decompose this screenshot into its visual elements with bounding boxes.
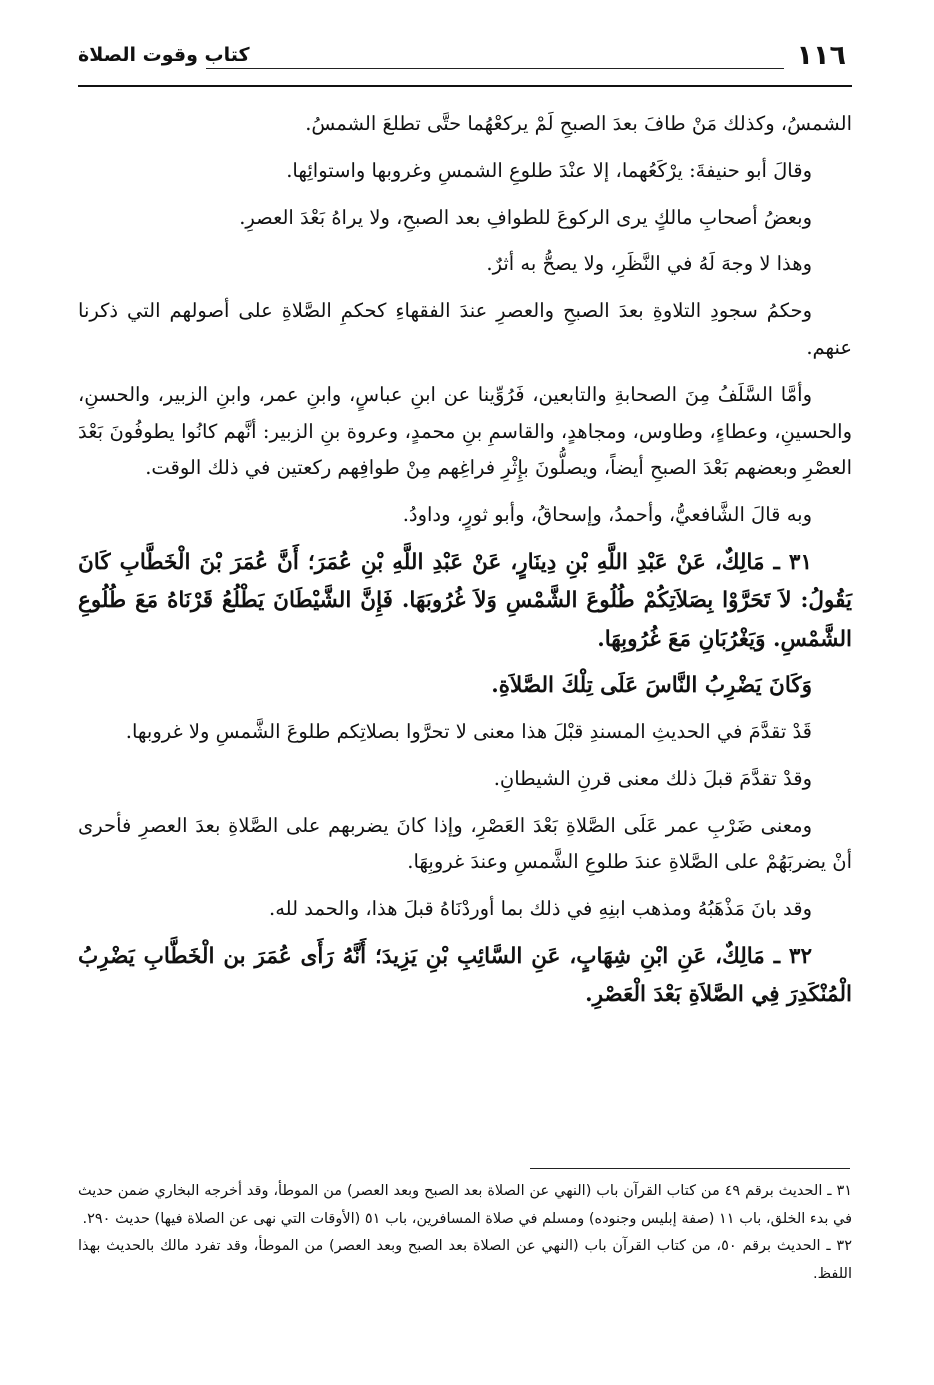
paragraph: وأمَّا السَّلَفُ مِنَ الصحابةِ والتابعين، فَرُوِّينا عن ابنِ عباسٍ، وابنِ عمر، وابنِ الزبير، والحسنِ، والحسينِ، وعطاءٍ، وطاوس، ومجاهدٍ، والقاسمِ بنِ محمدٍ، وعروة بنِ الزبير: أنَّهم كانُوا يطوفُونَ بَعْدَ العصْرِ وبعضهم بَعْدَ الصبحِ أيضاً، ويصلُّونَ بإِثْرِ فراغِهم مِنْ طوافِهم ركعتين في ذلك الوقت. xyxy=(78,382,852,480)
header-rule xyxy=(78,85,852,87)
page-header xyxy=(78,38,852,82)
paragraph: وقالَ أبو حنيفةَ: يرْكَعُهما، إلا عنْدَ طلوعِ الشمسِ وغروبها واستوائِها. xyxy=(286,158,812,182)
running-title: كتاب وقوت الصلاة xyxy=(78,44,250,66)
paragraph: وحكمُ سجودِ التلاوةِ بعدَ الصبحِ والعصرِ عندَ الفقهاءِ كحكمِ الصَّلاةِ على أصولهم التي ذكرنا عنهم. xyxy=(78,299,852,359)
paragraph: الشمسُ، وكذلك مَنْ طافَ بعدَ الصبحِ لَمْ يركعْهُما حتَّى تطلعَ الشمسُ. xyxy=(305,112,852,135)
hadith-continuation: وَكَانَ يَضْرِبُ النَّاسَ عَلَى تِلْكَ الصَّلاَةِ. xyxy=(491,673,812,699)
hadith-32: ٣٢ ـ مَالِكٌ، عَنِ ابْنِ شِهَابٍ، عَنِ السَّائِبِ بْنِ يَزِيدَ؛ أَنَّهُ رَأَى عُمَرَ بن الْخَطَّابِ يَضْرِبُ الْمُنْكَدِرَ فِي الصَّلاَةِ بَعْدَ الْعَصْرِ. xyxy=(78,943,852,1008)
paragraph: وبعضُ أصحابِ مالكٍ يرى الركوعَ للطوافِ بعد الصبحِ، ولا يراهُ بَعْدَ العصرِ. xyxy=(239,205,812,229)
paragraph: وهذا لا وجهَ لَهُ في النَّظَرِ، ولا يصحُّ به أثرٌ. xyxy=(486,252,812,276)
footnote-31: ٣١ ـ الحديث برقم ٤٩ من كتاب القرآن باب (النهي عن الصلاة بعد الصبح وبعد العصر) من الموطأ، وقد أخرجه البخاري ضمن حديث في بدء الخلق، باب ١١ (صفة إبليس وجنوده) ومسلم في صلاة المسافرين، باب ٥١ (الأوقات التي نهى عن الصلاة فيها) حديث ٢٩٠. xyxy=(78,1183,853,1227)
hadith-31: ٣١ ـ مَالِكٌ، عَنْ عَبْدِ اللَّهِ بْنِ دِينَارٍ، عَنْ عَبْدِ اللَّهِ بْنِ عُمَرَ؛ أَنَّ عُمَرَ بْنَ الْخَطَّابِ كَانَ يَقُولُ: لاَ تَحَرَّوْا بِصَلاَتِكُمْ طُلُوعَ الشَّمْسِ وَلاَ غُرُوبَهَا. فَإِنَّ الشَّيْطَانَ يَطْلُعُ قَرْنَاهُ مَعَ طُلُوعِ الشَّمْسِ. وَيَغْرُبَانِ مَعَ غُرُوبِهَا. xyxy=(78,549,852,652)
main-text xyxy=(78,106,852,1023)
footnote-32: ٣٢ ـ الحديث برقم ٥٠، من كتاب القرآن باب (النهي عن الصلاة بعد الصبح وبعد العصر) من الموطأ، وقد تفرد مالك بالحديث بهذا اللفظ. xyxy=(78,1238,852,1282)
footnotes xyxy=(78,1178,852,1288)
paragraph: ومعنى ضَرْبِ عمر عَلَى الصَّلاةِ بَعْدَ العَصْرِ، وإذا كانَ يضربهم على الصَّلاةِ بعدَ العصرِ فأحرى أنْ يضربَهُمْ على الصَّلاةِ عندَ طلوعِ الشَّمسِ وعندَ غروبِهَا. xyxy=(78,813,852,874)
paragraph: وبه قالَ الشَّافعيُّ، وأحمدُ، وإسحاقُ، وأبو ثورٍ، وداودُ. xyxy=(402,503,812,527)
page-number: ١١٦ xyxy=(796,40,846,71)
paragraph: قَدْ تقدَّمَ في الحديثِ المسندِ قبْلَ هذا معنى لا تحرَّوا بصلاتِكم طلوعَ الشَّمسِ ولا غروبها. xyxy=(125,719,812,743)
paragraph: وقد بانَ مَذْهَبُهُ ومذهب ابنِهِ في ذلك بما أوردْنَاهُ قبلَ هذا، والحمد لله. xyxy=(269,897,812,921)
paragraph: وقدْ تقدَّمَ قبلَ ذلك معنى قرنِ الشيطانِ. xyxy=(493,766,812,790)
footnote-rule xyxy=(530,1168,850,1169)
header-line xyxy=(206,68,784,69)
